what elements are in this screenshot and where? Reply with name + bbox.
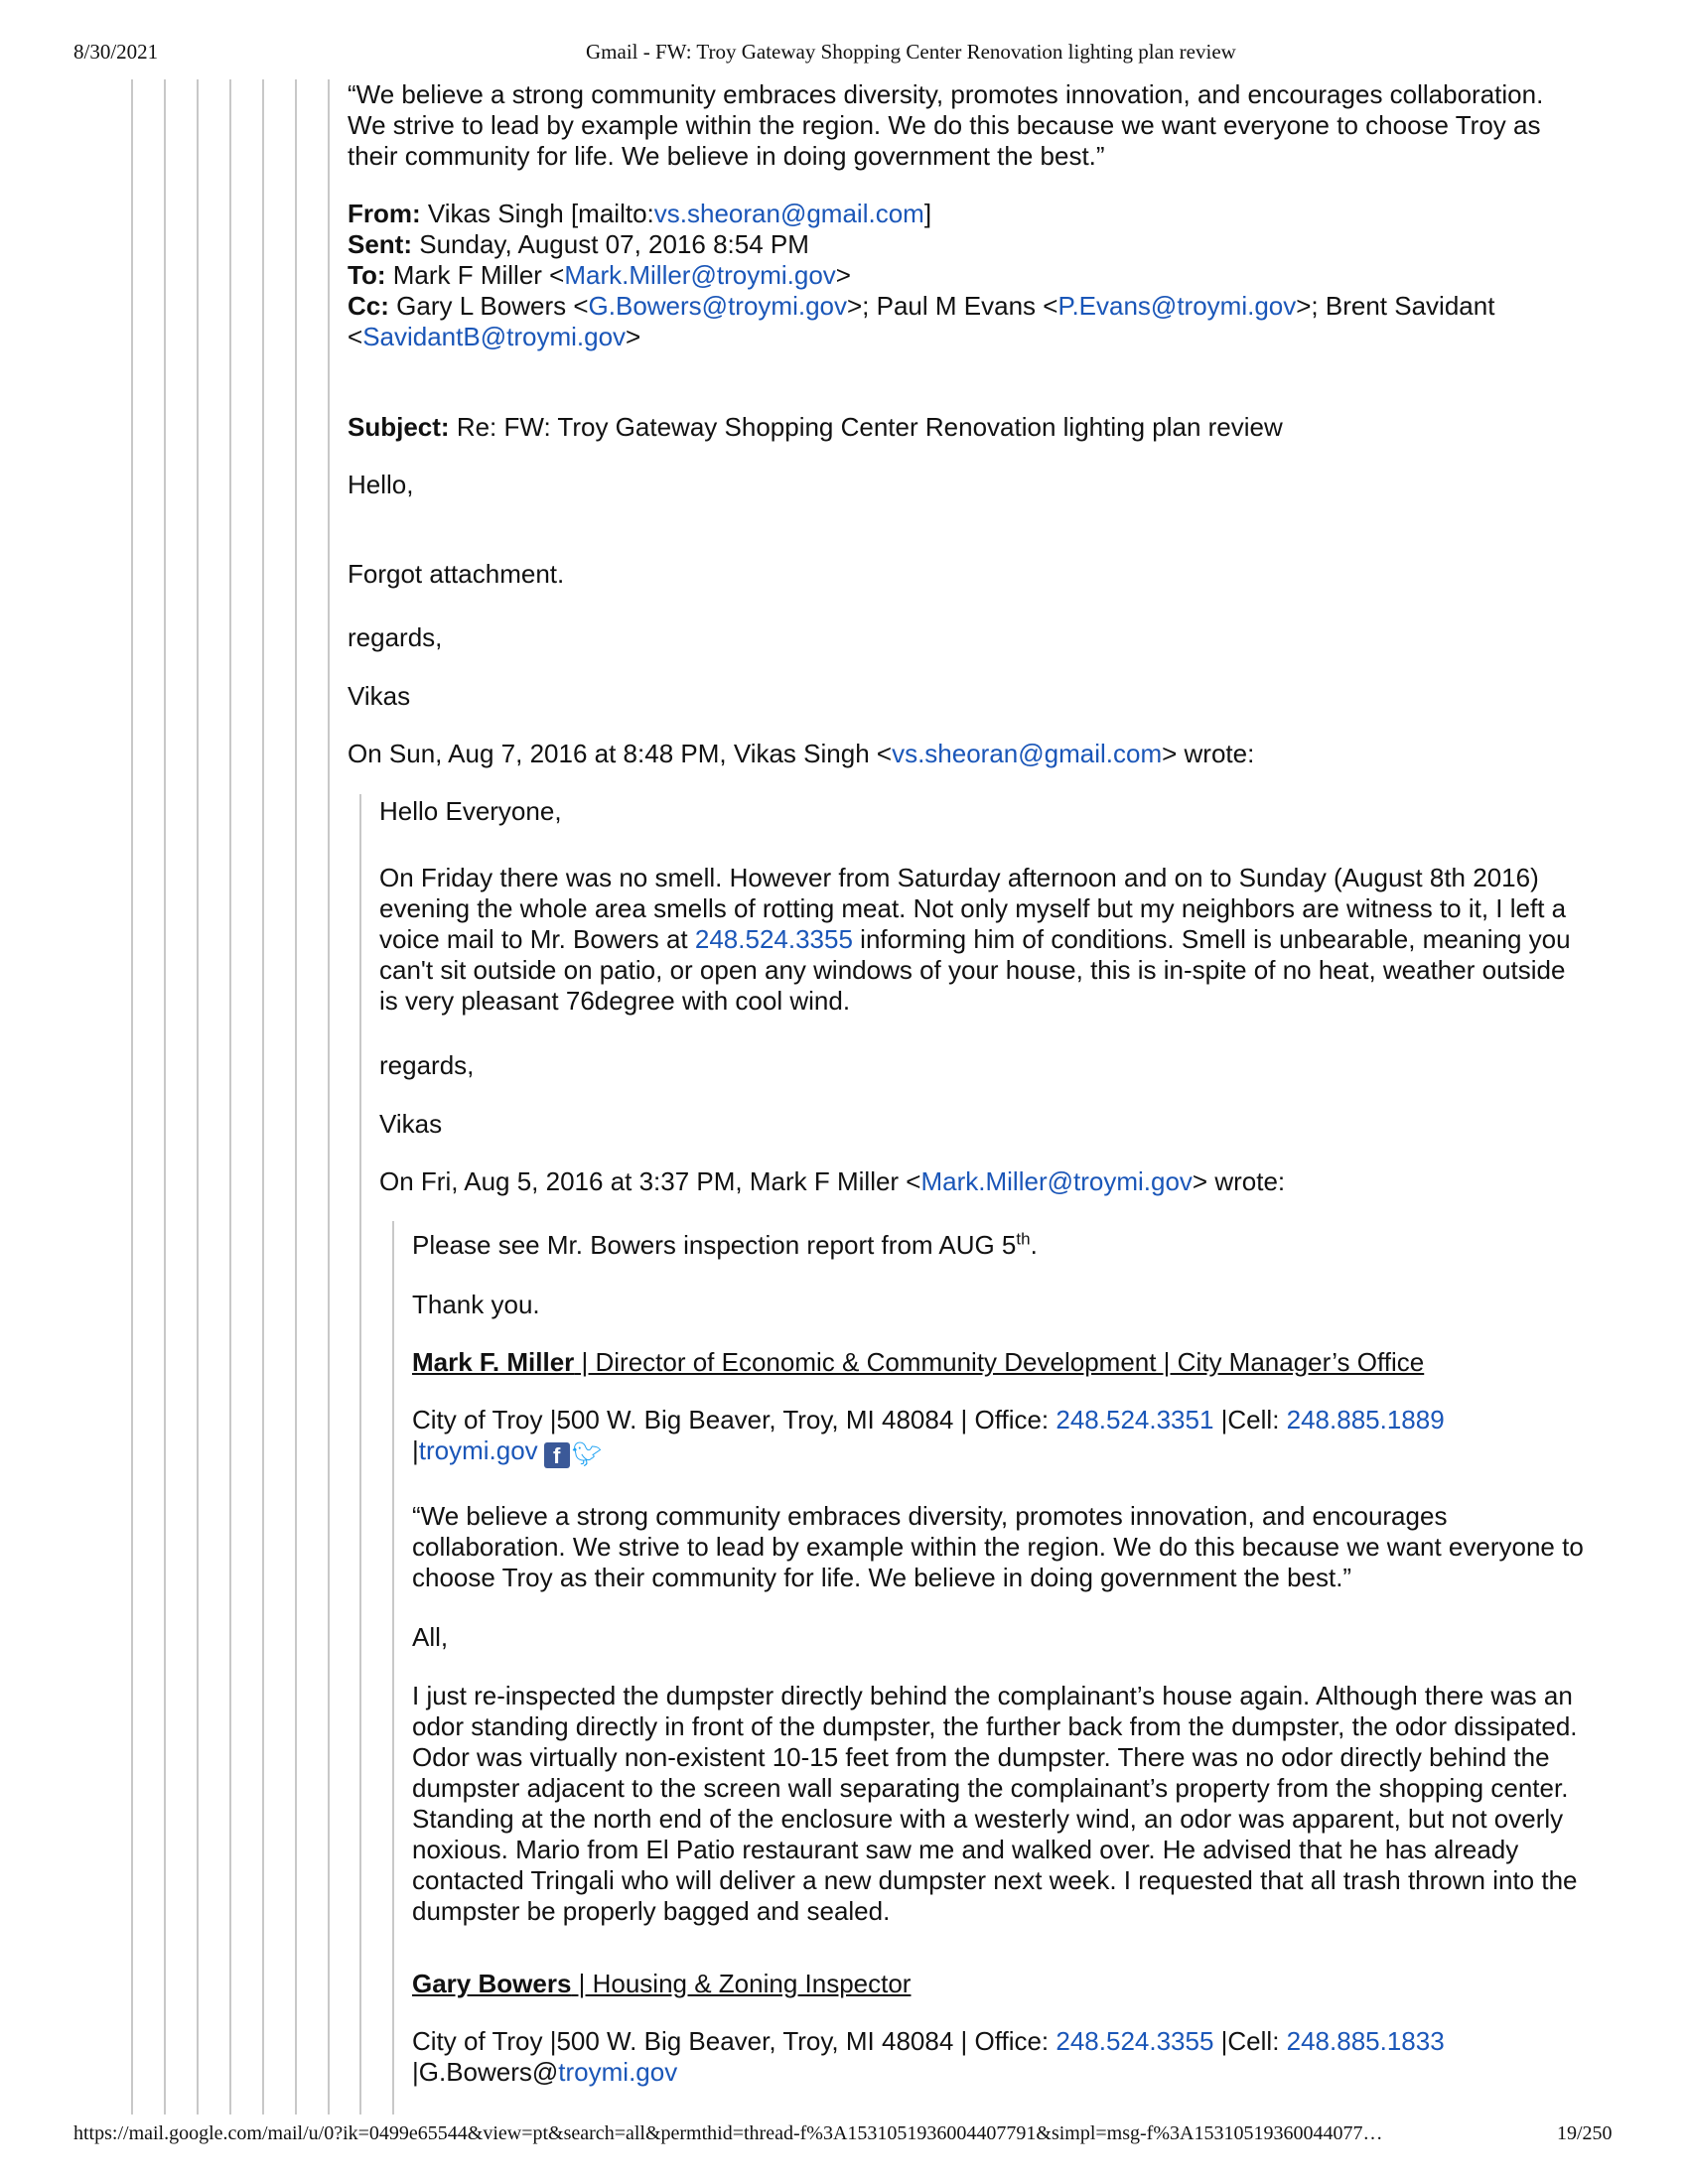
subject-line: [348, 412, 1599, 443]
cell-label: |Cell:: [1213, 1405, 1287, 1434]
miller-signature: [412, 1347, 1424, 1378]
cc-open-3: <: [348, 322, 363, 351]
cc-email-link-3[interactable]: SavidantB@troymi.gov: [362, 322, 627, 351]
msg2-name: Vikas: [379, 1109, 443, 1139]
from-close: ]: [923, 199, 932, 228]
msg1-name: Vikas: [348, 681, 411, 711]
address: City of Troy |500 W. Big Beaver, Troy, MI 48084 | Office:: [412, 1405, 1056, 1434]
from-email-link[interactable]: vs.sheoran@gmail.com: [653, 199, 924, 228]
quote-line: [131, 79, 133, 2115]
to-email-link[interactable]: Mark.Miller@troymi.gov: [564, 260, 836, 290]
cell-phone-link[interactable]: 248.885.1833: [1286, 2026, 1445, 2056]
from-name: Vikas Singh [mailto:: [427, 199, 654, 228]
cc-name-3: >; Brent Savidant: [1296, 291, 1495, 321]
signature-title: | Director of Economic & Community Development | City Manager’s Office: [574, 1347, 1425, 1377]
attribution-prefix: On Fri, Aug 5, 2016 at 3:37 PM, Mark F Miller <: [379, 1166, 921, 1196]
phone-link[interactable]: 248.524.3355: [694, 924, 853, 954]
print-title: Gmail - FW: Troy Gateway Shopping Center Renovation lighting plan review: [586, 40, 1236, 64]
cc-name-1: Gary L Bowers <: [396, 291, 589, 321]
sent-value: Sunday, August 07, 2016 8:54 PM: [419, 229, 809, 259]
from-label: From:: [348, 199, 421, 228]
msg2-attribution: [379, 1166, 1591, 1197]
inspection-report: I just re-inspected the dumpster directly behind the complainant’s house again. Although there was an odor standing directly in front of the dumpster, the further back from the dumpster, the odor dissipated. Odor was virtually non-existent 10-15 feet from the dumpster. There was no odor directly behind the dumpster adjacent to the screen wall separating the complainant’s property from the shopping center. Standing at the north end of the enclosure with a westerly wind, an odor was apparent, but not overly noxious. Mario from El Patio restaurant saw me and walked over. He advised that he has already contacted Tringali who will deliver a new dumpster next week. I requested that all trash thrown into the dumpster be properly bagged and sealed.: [412, 1681, 1578, 1926]
cc-close-3: >: [626, 322, 641, 351]
attribution-suffix: > wrote:: [1192, 1166, 1286, 1196]
cc-name-2: >; Paul M Evans <: [847, 291, 1058, 321]
attribution-prefix: On Sun, Aug 7, 2016 at 8:48 PM, Vikas Singh <: [348, 739, 893, 768]
page-number: 19/250: [1557, 2122, 1613, 2144]
signature-name: Mark F. Miller: [412, 1347, 575, 1377]
attribution-email-link[interactable]: Mark.Miller@troymi.gov: [920, 1166, 1193, 1196]
signature-name: Gary Bowers: [412, 1969, 572, 1998]
subject-value: Re: FW: Troy Gateway Shopping Center Renovation lighting plan review: [456, 412, 1283, 442]
cc-email-link-2[interactable]: P.Evans@troymi.gov: [1057, 291, 1297, 321]
forward-header: [348, 199, 1599, 352]
msg3-thanks: Thank you.: [412, 1290, 540, 1319]
subject-label: Subject:: [348, 412, 450, 442]
to-close: >: [835, 260, 851, 290]
quote-line: [359, 794, 361, 2115]
website-link[interactable]: troymi.gov: [558, 2057, 678, 2087]
msg1-body: Forgot attachment.: [348, 559, 565, 589]
print-date: 8/30/2021: [73, 40, 159, 64]
intro-end: .: [1030, 1230, 1038, 1260]
separator: |: [412, 1435, 419, 1465]
msg1-attribution: [348, 739, 1599, 769]
to-name: Mark F Miller <: [392, 260, 565, 290]
msg2-body-a: On Friday there was no smell. However from Saturday afternoon and on to Sunday (August 8th 2016) evening the whole area smells of rotting meat. Not only myself but my neighbors are witness to it, I left a voice mail to Mr. Bowers at: [379, 863, 1567, 954]
office-phone-link[interactable]: 248.524.3355: [1055, 2026, 1214, 2056]
intro-superscript: th: [1016, 1229, 1031, 1249]
bowers-contact: [412, 2026, 1584, 2088]
msg1-greeting: Hello,: [348, 470, 414, 499]
cc-label: Cc:: [348, 291, 389, 321]
msg2-greeting: Hello Everyone,: [379, 796, 562, 826]
intro-text: Please see Mr. Bowers inspection report from AUG 5: [412, 1230, 1017, 1260]
facebook-icon[interactable]: f: [544, 1442, 570, 1468]
quote-line: [229, 79, 231, 2115]
quote-line: [197, 79, 199, 2115]
cell-phone-link[interactable]: 248.885.1889: [1286, 1405, 1445, 1434]
sent-label: Sent:: [348, 229, 412, 259]
msg2-body: [379, 863, 1581, 1017]
website-link[interactable]: troymi.gov: [418, 1435, 538, 1465]
office-phone-link[interactable]: 248.524.3351: [1055, 1405, 1214, 1434]
address: City of Troy |500 W. Big Beaver, Troy, MI 48084 | Office:: [412, 2026, 1056, 2056]
twitter-icon[interactable]: 🐦︎: [571, 1441, 603, 1468]
msg3-all: All,: [412, 1622, 449, 1652]
mission-quote: “We believe a strong community embraces diversity, promotes innovation, and encourages collaboration. We strive to lead by example within the region. We do this because we want everyone to choose Troy as their community for life. We believe in doing government the best.”: [348, 79, 1544, 171]
cell-label: |Cell:: [1213, 2026, 1287, 2056]
msg2-body-b: informing him of conditions. Smell is unbearable, meaning you can't sit outside on patio, or open any windows of your house, this is in-spite of no heat, weather outside is very pleasant 76degree with cool wind.: [379, 924, 1571, 1016]
msg1-regards: regards,: [348, 622, 443, 652]
print-url: https://mail.google.com/mail/u/0?ik=0499e65544&view=pt&search=all&permthid=thread-f%3A1531051936004407791&simpl=msg-f%3A15310519360044077…: [73, 2122, 1383, 2144]
bowers-signature: [412, 1969, 911, 1999]
to-label: To:: [348, 260, 386, 290]
msg3-intro: [412, 1230, 1038, 1261]
miller-contact: [412, 1405, 1584, 1468]
email-prefix: |G.Bowers@: [412, 2057, 559, 2087]
cc-email-link-1[interactable]: G.Bowers@troymi.gov: [588, 291, 847, 321]
quote-line: [295, 79, 297, 2115]
quote-line: [262, 79, 264, 2115]
quote-line: [392, 1221, 394, 2115]
attribution-suffix: > wrote:: [1162, 739, 1255, 768]
attribution-email-link[interactable]: vs.sheoran@gmail.com: [892, 739, 1163, 768]
quote-line: [164, 79, 166, 2115]
quote-line: [328, 79, 330, 2115]
msg3-quote: “We believe a strong community embraces diversity, promotes innovation, and encourages collaboration. We strive to lead by example within the region. We do this because we want everyone to choose Troy as their community for life. We believe in doing government the best.”: [412, 1501, 1584, 1592]
signature-title: | Housing & Zoning Inspector: [571, 1969, 912, 1998]
msg2-regards: regards,: [379, 1050, 475, 1080]
